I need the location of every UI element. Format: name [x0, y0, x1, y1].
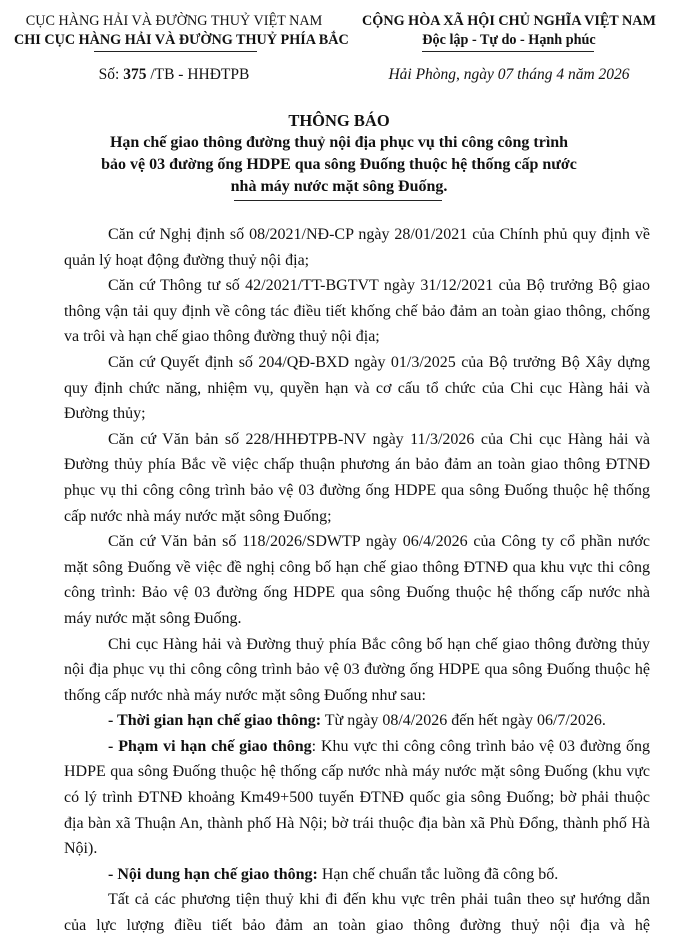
country-name: CỘNG HÒA XÃ HỘI CHỦ NGHĨA VIỆT NAM [362, 13, 656, 29]
agency-name: CHI CỤC HÀNG HẢI VÀ ĐƯỜNG THUỶ PHÍA BẮC [14, 32, 349, 48]
announcement-paragraph: Chi cục Hàng hải và Đường thuỷ phía Bắc công bố hạn chế giao thông đường thủy nội địa phục vụ thi công công trình bảo vệ 03 đường ống HDPE qua sông Đuống thuộc hệ thống cấp nước nhà máy nước mặt sông Đuống như sau: [64, 635, 650, 704]
title-subject-line: Hạn chế giao thông đường thuỷ nội địa phục vụ thi công công trình [109, 134, 569, 151]
place-and-date: Hải Phòng, ngày 07 tháng 4 năm 2026 [388, 66, 630, 83]
title-underline [234, 200, 442, 201]
title-subject-line: nhà máy nước mặt sông Đuống. [230, 178, 448, 195]
national-motto: Độc lập - Tự do - Hạnh phúc [422, 32, 596, 48]
legal-basis-paragraph: Căn cứ Quyết định số 204/QĐ-BXD ngày 01/3/2025 của Bộ trưởng Bộ Xây dựng quy định chức năng, nhiệm vụ, quyền hạn và cơ cấu tổ chức của Chi cục Hàng hải và Đường thủy; [64, 353, 650, 423]
restriction-content-label: - Nội dung hạn chế giao thông: [108, 865, 318, 883]
title-heading: THÔNG BÁO [288, 111, 390, 130]
motto-underline [422, 51, 594, 52]
legal-basis-paragraph: Căn cứ Thông tư số 42/2021/TT-BGTVT ngày 31/12/2021 của Bộ trưởng Bộ giao thông vận tải quy định về công tác điều tiết khống chế bảo đảm an toàn giao thông, chống va trôi và hạn chế giao thông đường thuỷ nội địa; [64, 277, 650, 346]
document-body [64, 222, 650, 939]
restriction-time-label: - Thời gian hạn chế giao thông: [108, 712, 322, 730]
document-number: Số: 375 /TB - HHĐTPB [98, 66, 250, 83]
restriction-content-item: - Nội dung hạn chế giao thông: Hạn chế chuẩn tắc luồng đã công bố. [108, 865, 559, 883]
issuing-agency-block [14, 12, 349, 50]
parent-agency-name: CỤC HÀNG HẢI VÀ ĐƯỜNG THUỶ VIỆT NAM [25, 13, 323, 29]
restriction-scope-label: - Phạm vi hạn chế giao thông [108, 737, 312, 755]
legal-basis-paragraph: Căn cứ Nghị định số 08/2021/NĐ-CP ngày 28/01/2021 của Chính phủ quy định về quản lý hoạt động đường thuỷ nội địa; [64, 226, 650, 269]
title-subject-line: bảo vệ 03 đường ống HDPE qua sông Đuống thuộc hệ thống cấp nước [101, 156, 577, 173]
restriction-time-item: - Thời gian hạn chế giao thông: Từ ngày 08/4/2026 đến hết ngày 06/7/2026. [108, 712, 606, 730]
restriction-scope-item: - Phạm vi hạn chế giao thông: Khu vực thi công công trình bảo vệ 03 đường ống HDPE qua sông Đuống thuộc hệ thống cấp nước nhà máy nước mặt sông Đuống (khu vực có lý trình ĐTNĐ khoảng Km49+500 tuyến ĐTNĐ quốc gia sông Đuống; bờ phải thuộc địa bàn xã Thuận An, thành phố Hà Nội; bờ trái thuộc địa bàn xã Phù Đổng, thành phố Hà Nội). [64, 737, 650, 858]
closing-paragraph: Tất cả các phương tiện thuỷ khi đi đến khu vực trên phải tuân theo sự hướng dẫn của lực lượng điều tiết bảo đảm an toàn giao thông đường thuỷ nội địa và hệ [64, 891, 650, 935]
national-title-block [350, 12, 668, 50]
document-title [40, 110, 638, 198]
legal-basis-paragraph: Căn cứ Văn bản số 118/2026/SDWTP ngày 06/4/2026 của Công ty cổ phần nước mặt sông Đuống về việc đề nghị công bố hạn chế giao thông ĐTNĐ qua khu vực thi công công trình: Bảo vệ 03 đường ống HDPE qua sông Đuống thuộc hệ thống cấp nước nhà máy nước mặt sông Đuống. [64, 533, 650, 627]
legal-basis-paragraph: Căn cứ Văn bản số 228/HHĐTPB-NV ngày 11/3/2026 của Chi cục Hàng hải và Đường thủy phía Bắc về việc chấp thuận phương án bảo đảm an toàn giao thông ĐTNĐ phục vụ thi công công trình bảo vệ 03 đường ống HDPE qua sông Đuống thuộc hệ thống cấp nước nhà máy nước mặt sông Đuống; [64, 430, 650, 525]
agency-underline [94, 51, 257, 52]
